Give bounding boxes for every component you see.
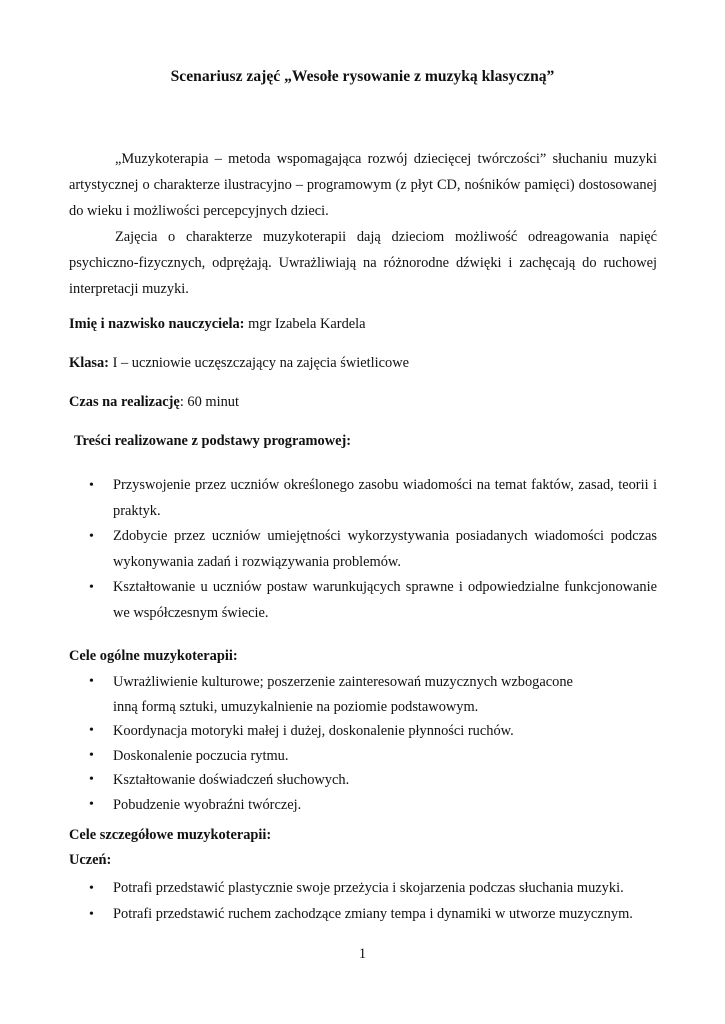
class-line: [69, 355, 409, 372]
document-title: Scenariusz zajęć „Wesołe rysowanie z muzyką klasyczną”: [170, 68, 555, 85]
list-item: • Kształtowanie u uczniów postaw warunkujących sprawne i odpowiedzialne funkcjonowanie we współczesnym świecie.: [69, 575, 657, 626]
intro-paragraph-1: „Muzykoterapia – metoda wspomagająca rozwój dziecięcej twórczości” słuchaniu muzyki artystycznej o charakterze ilustracyjno – programowym (z płyt CD, nośników pamięci) dostosowanej do wieku i możliwości percepcyjnych dzieci.: [69, 151, 657, 219]
time-value: : 60 minut: [179, 394, 239, 410]
list-item: • Kształtowanie doświadczeń słuchowych.: [69, 768, 657, 793]
general-goals-list: [69, 670, 657, 817]
general-goals-heading: Cele ogólne muzykoterapii:: [69, 648, 238, 664]
curriculum-list: [69, 473, 657, 626]
teacher-label: Imię i nazwisko nauczyciela:: [69, 316, 245, 332]
list-item: • Pobudzenie wyobraźni twórczej.: [69, 793, 657, 818]
time-line: [69, 394, 239, 411]
intro-paragraph-2: Zajęcia o charakterze muzykoterapii dają dzieciom możliwość odreagowania napięć psychiczno-fizycznych, odprężają. Uwrażliwiają na różnorodne dźwięki i zachęcają do ruchowej interpretacji muzyki.: [69, 229, 657, 297]
list-item: • Koordynacja motoryki małej i dużej, doskonalenie płynności ruchów.: [69, 719, 657, 744]
teacher-line: [69, 316, 366, 333]
specific-goals-heading: Cele szczegółowe muzykoterapii:: [69, 827, 272, 843]
student-label: Uczeń:: [69, 852, 112, 868]
list-item: • Doskonalenie poczucia rytmu.: [69, 744, 657, 769]
class-value: I – uczniowie uczęszczający na zajęcia świetlicowe: [108, 355, 410, 371]
list-item: • Zdobycie przez uczniów umiejętności wykorzystywania posiadanych wiadomości podczas wykonywania zadań i rozwiązywania problemów.: [69, 524, 657, 575]
specific-goals-list: [69, 876, 657, 927]
list-item: • Przyswojenie przez uczniów określonego zasobu wiadomości na temat faktów, zasad, teorii i praktyk.: [69, 473, 657, 524]
list-item: • Uwrażliwienie kulturowe; poszerzenie zainteresowań muzycznych wzbogacone: [69, 670, 657, 695]
teacher-value: mgr Izabela Kardela: [244, 316, 366, 332]
page-number: 1: [358, 946, 367, 962]
list-item: • Potrafi przedstawić plastycznie swoje przeżycia i skojarzenia podczas słuchania muzyki.: [69, 876, 657, 902]
class-label: Klasa:: [69, 355, 109, 371]
intro-section: [69, 146, 657, 302]
curriculum-heading: Treści realizowane z podstawy programowej:: [74, 433, 352, 449]
time-label: Czas na realizację: [69, 394, 180, 410]
list-item-continuation: inną formą sztuki, umuzykalnienie na poziomie podstawowym.: [113, 698, 479, 715]
list-item: • Potrafi przedstawić ruchem zachodzące zmiany tempa i dynamiki w utworze muzycznym.: [69, 902, 657, 928]
